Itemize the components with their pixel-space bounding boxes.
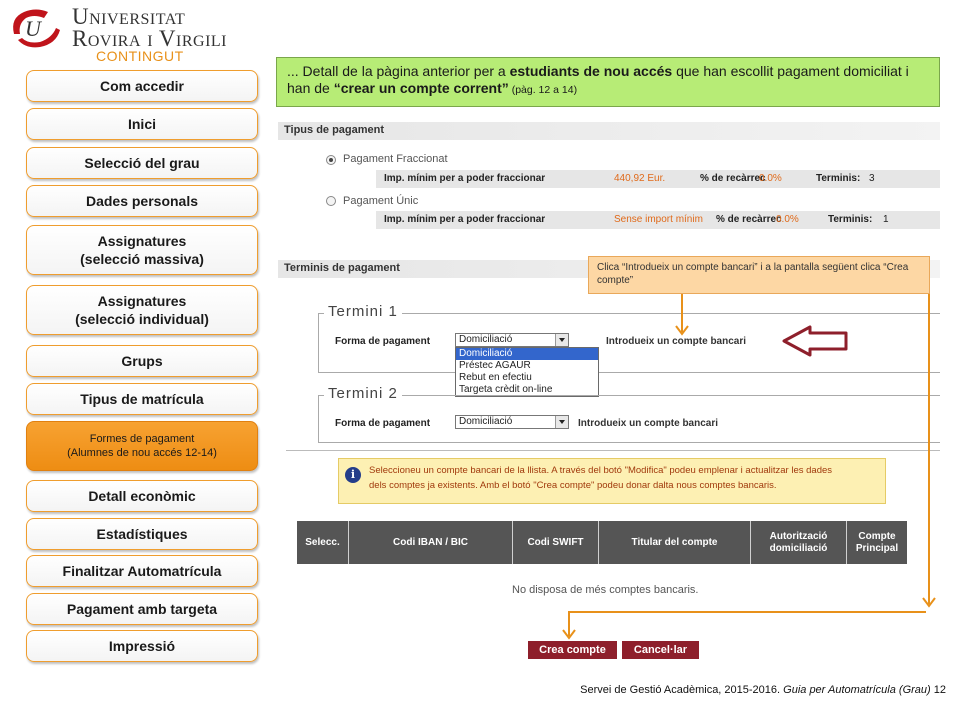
sidebar-item-estadistiques[interactable] bbox=[26, 518, 258, 550]
radio-fraccionat[interactable] bbox=[326, 155, 336, 165]
note-page-ref: (pàg. 12 a 14) bbox=[508, 84, 578, 96]
info-line-1: Seleccioneu un compte bancari de la llista. A través del botó "Modifica" podeu emplenar i actualitzar les dades bbox=[369, 465, 833, 476]
column-header-swift: Codi SWIFT bbox=[513, 521, 599, 564]
sidebar-item-tipus-matricula[interactable] bbox=[26, 383, 258, 415]
recarrec-label: % de recàrrec bbox=[700, 173, 766, 184]
sidebar-item-label: Selecció del grau bbox=[84, 155, 200, 171]
annotation-arrow-line bbox=[569, 612, 926, 636]
note-bold-text: “crear un compte corrent” bbox=[333, 80, 509, 96]
sidebar-item-assignatures-massiva[interactable] bbox=[26, 225, 258, 275]
forma-pagament-select-2[interactable] bbox=[455, 415, 569, 429]
sidebar-item-dades-personals[interactable] bbox=[26, 185, 258, 217]
sidebar-item-label: Pagament amb targeta bbox=[66, 601, 218, 617]
bank-accounts-table-header bbox=[297, 521, 907, 564]
sidebar-item-sublabel: (selecció individual) bbox=[75, 311, 209, 327]
imp-value: 440,92 Eur. bbox=[614, 173, 666, 184]
sidebar-item-detall-economic[interactable] bbox=[26, 480, 258, 512]
chevron-down-icon[interactable] bbox=[555, 416, 568, 428]
sidebar-item-impressio[interactable] bbox=[26, 630, 258, 662]
empty-table-message: No disposa de més comptes bancaris. bbox=[512, 584, 699, 596]
recarrec-value: 0.0% bbox=[776, 214, 799, 225]
note-bold-text: estudiants de nou accés bbox=[509, 63, 673, 79]
imp-value: Sense import mínim bbox=[614, 214, 703, 225]
info-message-box bbox=[338, 458, 886, 504]
select-value: Domiciliació bbox=[459, 416, 513, 427]
svg-text:U: U bbox=[25, 16, 41, 41]
imp-label: Imp. mínim per a poder fraccionar bbox=[384, 214, 546, 225]
option-label-unic: Pagament Únic bbox=[343, 195, 419, 207]
urv-logo bbox=[8, 4, 228, 50]
sidebar-item-sublabel: (selecció massiva) bbox=[80, 251, 204, 267]
sidebar-item-com-accedir[interactable] bbox=[26, 70, 258, 102]
introdueix-compte-link-1[interactable]: Introdueix un compte bancari bbox=[606, 336, 747, 347]
imp-label: Imp. mínim per a poder fraccionar bbox=[384, 173, 546, 184]
column-header-titular: Titular del compte bbox=[599, 521, 751, 564]
sidebar-item-label: Inici bbox=[127, 116, 156, 132]
sidebar-item-inici[interactable] bbox=[26, 108, 258, 140]
logo-line-1: Universitat bbox=[72, 4, 186, 29]
crea-compte-button[interactable]: Crea compte bbox=[528, 641, 617, 659]
instruction-callout: Clica “Introdueix un compte bancari” i a la pantalla següent clica “Crea compte” bbox=[588, 256, 930, 294]
info-icon: i bbox=[345, 467, 361, 483]
sidebar-item-assignatures-individual[interactable] bbox=[26, 285, 258, 335]
column-header-selecc: Selecc. bbox=[297, 521, 349, 564]
page-number: 12 bbox=[930, 684, 946, 696]
note-text: que han escollit pagament domiciliat i han de bbox=[287, 63, 909, 96]
column-header-iban: Codi IBAN / BIC bbox=[349, 521, 513, 564]
terminis-value: 3 bbox=[869, 173, 875, 184]
column-header-principal: Compte Principal bbox=[847, 521, 907, 564]
chevron-down-icon[interactable] bbox=[555, 334, 568, 346]
arrow-head-icon bbox=[563, 630, 575, 638]
urv-logo-mark-icon bbox=[8, 4, 64, 50]
dropdown-option[interactable]: Domiciliació bbox=[456, 348, 598, 360]
sidebar-item-formes-pagament[interactable] bbox=[26, 421, 258, 471]
info-line-2: dels comptes ja existents. Amb el botó "Crea compte" podeu donar dalta nous comptes bancaris. bbox=[369, 480, 777, 491]
dropdown-option[interactable]: Préstec AGAUR bbox=[459, 360, 531, 371]
sidebar-item-label: Impressió bbox=[108, 638, 176, 654]
logo-line-2: Rovira i Virgili bbox=[72, 26, 228, 51]
sidebar-item-label: Assignatures bbox=[97, 293, 187, 309]
dropdown-option[interactable]: Targeta crèdit on-line bbox=[459, 384, 553, 395]
forma-pagament-dropdown bbox=[455, 347, 599, 397]
sidebar-item-seleccio-grau[interactable] bbox=[26, 147, 258, 179]
cancel-button[interactable]: Cancel·lar bbox=[622, 641, 699, 659]
sidebar-item-label: Estadístiques bbox=[96, 526, 188, 542]
sidebar-item-label: Detall econòmic bbox=[88, 488, 196, 504]
sidebar-item-grups[interactable] bbox=[26, 345, 258, 377]
termini-2-legend: Termini 2 bbox=[324, 385, 402, 402]
introdueix-compte-link-2[interactable]: Introdueix un compte bancari bbox=[578, 418, 719, 429]
footer-guide-title: Guia per Automatrícula (Grau) bbox=[780, 684, 931, 696]
sidebar-item-label: Dades personals bbox=[85, 193, 199, 209]
note-text: ... Detall de la pàgina anterior per a bbox=[287, 63, 510, 79]
section-terminis-pagament: Terminis de pagament bbox=[278, 260, 940, 278]
terminis-label: Terminis: bbox=[828, 214, 873, 225]
footer-text: Servei de Gestió Acadèmica, 2015-2016. bbox=[580, 684, 781, 696]
column-header-autoritzacio: Autorització domiciliació bbox=[751, 521, 847, 564]
sidebar-item-sublabel: (Alumnes de nou accés 12-14) bbox=[67, 447, 217, 459]
recarrec-value: 0.0% bbox=[759, 173, 782, 184]
radio-unic[interactable] bbox=[326, 196, 336, 206]
sidebar-item-label: Grups bbox=[121, 353, 163, 369]
sidebar-item-label: Com accedir bbox=[99, 78, 185, 94]
divider bbox=[286, 450, 940, 451]
fraccionat-info-row bbox=[376, 170, 940, 188]
terminis-label: Terminis: bbox=[816, 173, 861, 184]
logo-wordmark bbox=[72, 6, 227, 50]
forma-pagament-label: Forma de pagament bbox=[335, 418, 431, 429]
explanation-note bbox=[276, 57, 940, 107]
option-label-fraccionat: Pagament Fraccionat bbox=[343, 153, 448, 165]
terminis-value: 1 bbox=[883, 214, 889, 225]
unic-info-row bbox=[376, 211, 940, 229]
sidebar-item-pagament-targeta[interactable] bbox=[26, 593, 258, 625]
select-value: Domiciliació bbox=[459, 334, 513, 345]
recarrec-label: % de recàrrec bbox=[716, 214, 782, 225]
section-tipus-pagament: Tipus de pagament bbox=[278, 122, 940, 140]
forma-pagament-select-1[interactable] bbox=[455, 333, 569, 347]
termini-1-legend: Termini 1 bbox=[324, 303, 402, 320]
contents-heading: CONTINGUT bbox=[96, 48, 184, 64]
sidebar-item-label: Tipus de matrícula bbox=[80, 391, 204, 407]
sidebar-item-label: Formes de pagament bbox=[89, 433, 195, 445]
sidebar-item-label: Finalitzar Automatrícula bbox=[62, 563, 222, 579]
page-footer bbox=[580, 684, 946, 696]
sidebar-item-finalitzar[interactable] bbox=[26, 555, 258, 587]
forma-pagament-label: Forma de pagament bbox=[335, 336, 431, 347]
arrow-head-icon bbox=[923, 598, 935, 606]
sidebar-item-label: Assignatures bbox=[97, 233, 187, 249]
dropdown-option[interactable]: Rebut en efectiu bbox=[459, 372, 532, 383]
